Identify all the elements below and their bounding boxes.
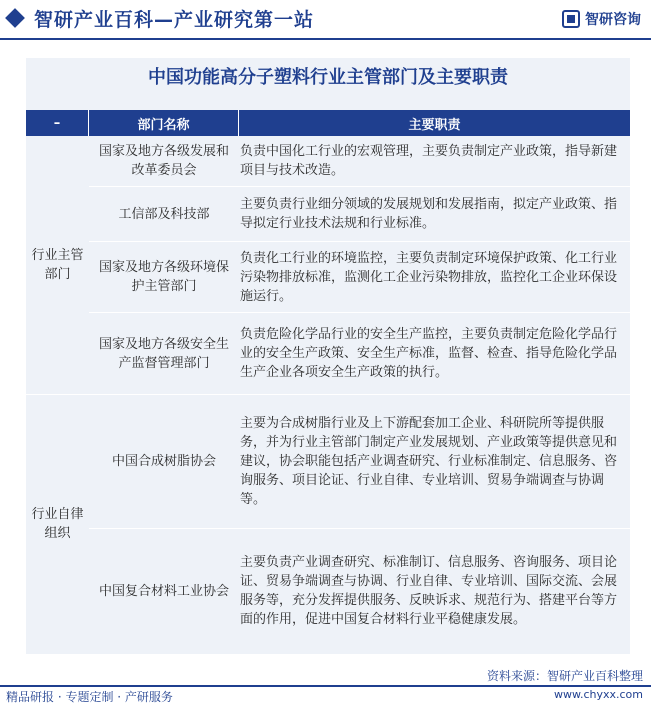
- duty-cell: 主要负责产业调查研究、标准制订、信息服务、咨询服务、项目论证、贸易争端调查与协调、行业自律、专业培训、国际交流、会展服务等，充分发挥提供服务、反映诉求、规范行为、搭建平台等方面的作用，促进中国复合材料行业平稳健康发展。: [240, 555, 618, 627]
- header-divider: [0, 38, 651, 40]
- duty-cell: 主要为合成树脂行业及上下游配套加工企业、科研院所等提供服务，并为行业主管部门制定产业发展规划、产业政策等提供意见和建议，协会职能包括产业调查研究、行业标准制定、信息服务、咨询服务、项目论证、行业自律、专业培训、贸易争端调查与协调等。: [240, 416, 618, 507]
- duty-cell: 负责中国化工行业的宏观管理，主要负责制定产业政策，指导新建项目与技术改造。: [240, 144, 618, 178]
- category-cell: 行业自律组织: [31, 507, 84, 541]
- department-cell: 国家及地方各级环境保护主管部门: [98, 260, 229, 294]
- footer-url[interactable]: www.chyxx.com: [553, 688, 643, 701]
- department-cell: 国家及地方各级安全生产监督管理部门: [98, 336, 229, 371]
- diamond-icon: [5, 8, 25, 28]
- column-header-index: –: [26, 110, 89, 136]
- footer-divider: [0, 685, 651, 687]
- duty-cell: 负责化工行业的环境监控，主要负责制定环境保护政策、化工行业污染物排放标准，监测化工企业污染物排放，监控化工企业环保设施运行。: [240, 250, 618, 304]
- department-cell: 工信部及科技部: [118, 206, 210, 222]
- chyxx-logo-icon: [562, 10, 580, 28]
- site-title: 智研产业百科—产业研究第一站: [34, 9, 315, 31]
- brand-name: 智研咨询: [585, 12, 641, 28]
- data-source: 资料来源：智研产业百科整理: [486, 669, 643, 683]
- page-footer: [0, 664, 651, 704]
- brand-logo[interactable]: [562, 9, 641, 29]
- category-cell: 行业主管部门: [31, 248, 84, 282]
- page-header: [0, 0, 651, 38]
- duty-cell: 主要负责行业细分领域的发展规划和发展指南，拟定产业政策、指导拟定行业技术法规和行业标准。: [240, 197, 618, 231]
- department-cell: 中国复合材料工业协会: [98, 583, 229, 599]
- table-title: 中国功能高分子塑料行业主管部门及主要职责: [148, 67, 508, 88]
- column-header-department: 部门名称: [89, 110, 239, 136]
- department-cell: 中国合成树脂协会: [111, 454, 216, 469]
- table-header-row: [26, 110, 630, 136]
- duty-cell: 负责危险化学品行业的安全生产监控，主要负责制定危险化学品行业的安全生产政策、安全生产标准，监督、检查、指导危险化学品生产企业各项安全生产政策的执行。: [240, 327, 618, 380]
- department-cell: 国家及地方各级发展和改革委员会: [98, 144, 229, 178]
- footer-tagline: 精品研报 · 专题定制 · 产研服务: [6, 690, 173, 704]
- column-header-duty: 主要职责: [239, 110, 630, 136]
